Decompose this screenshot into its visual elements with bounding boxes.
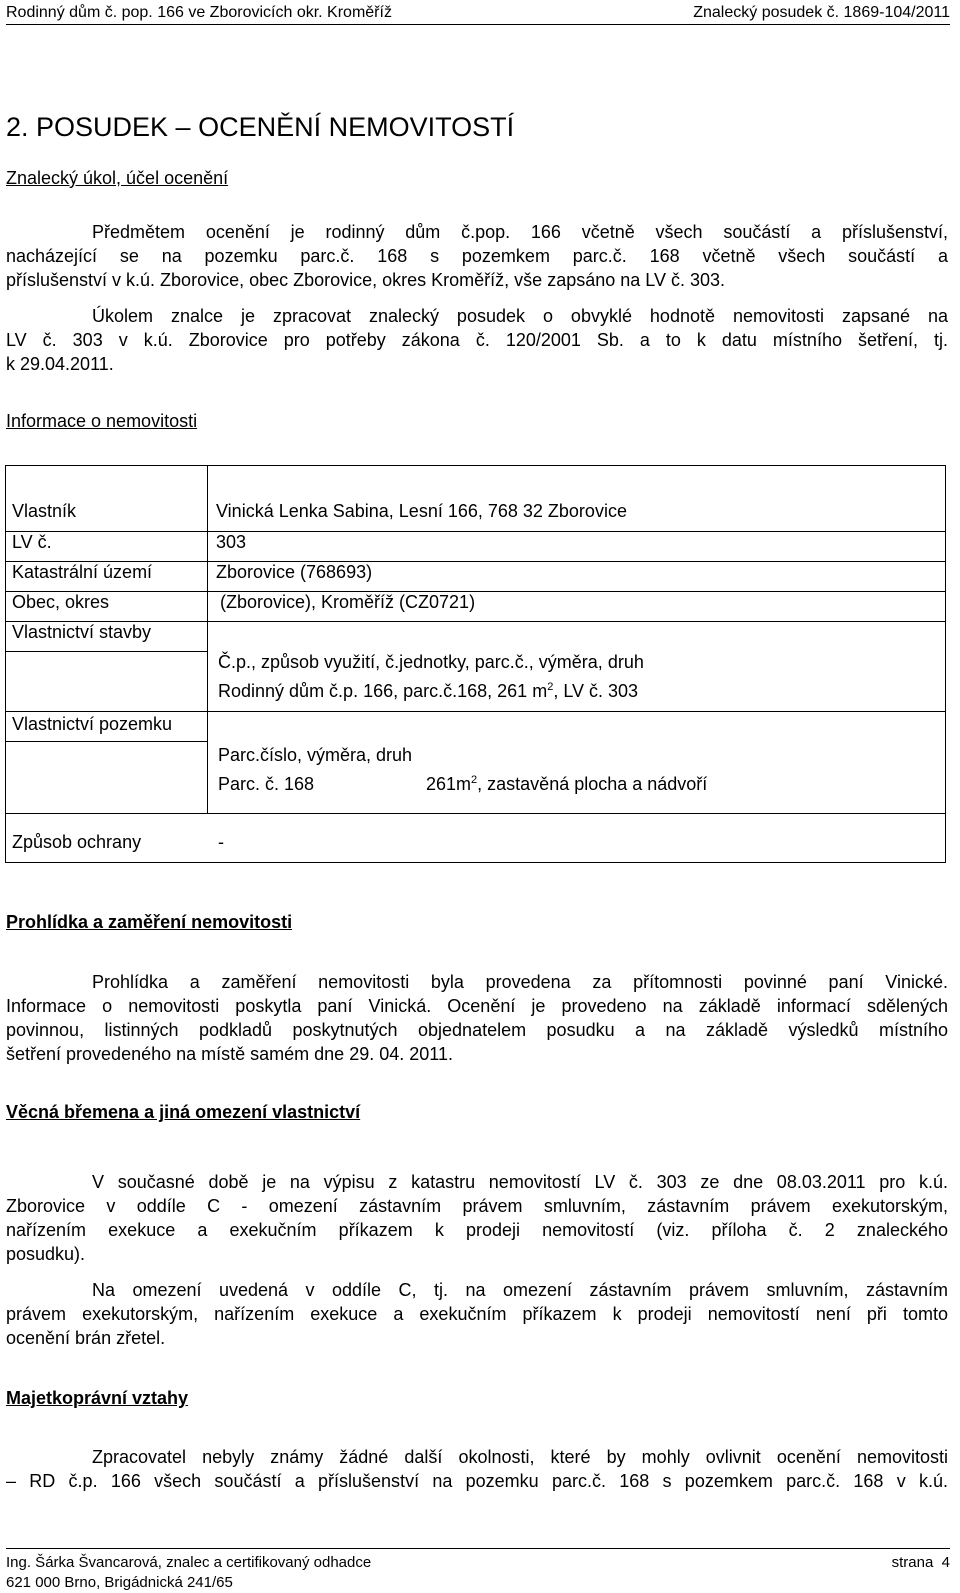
inspection-line-2: Informace o nemovitosti poskytla paní Vinická. Ocenění je provedeno na základě informací sdělených xyxy=(6,996,948,1016)
land-header: Parc.číslo, výměra, druh xyxy=(218,745,413,765)
land-value-tail: , zastavěná plocha a nádvoří xyxy=(477,774,708,794)
building-value-sup: 2 xyxy=(547,681,554,693)
task-p2-line-2: LV č. 303 v k.ú. Zborovice pro potřeby zákona č. 120/2001 Sb. a to k datu místního šetření, tj. xyxy=(6,330,948,350)
table-rule xyxy=(6,711,945,712)
municipality-label: Obec, okres xyxy=(12,592,110,612)
cadastre-value: Zborovice (768693) xyxy=(216,562,373,582)
land-value-sup: 2 xyxy=(471,774,478,786)
building-value xyxy=(218,681,638,702)
inspection-line-3: povinnou, listinných podkladů poskytnutých objednatelem posudku a na základě výsledků místního xyxy=(6,1020,948,1040)
table-rule xyxy=(6,651,207,652)
lv-value: 303 xyxy=(216,532,247,552)
task-p1-line-1: Předmětem ocenění je rodinný dům č.pop. 166 včetně všech součástí a příslušenství, xyxy=(92,222,948,242)
section-heading-burdens: Věcná břemena a jiná omezení vlastnictví xyxy=(6,1102,361,1122)
task-p1-line-2: nacházející se na pozemku parc.č. 168 s pozemkem parc.č. 168 včetně všech součástí a xyxy=(6,246,948,266)
table-rule xyxy=(6,813,945,814)
section-heading-info: Informace o nemovitosti xyxy=(6,411,198,431)
page-footer xyxy=(6,1548,950,1593)
section-heading-inspection: Prohlídka a zaměření nemovitosti xyxy=(6,912,293,932)
section-heading-task: Znalecký úkol, účel ocenění xyxy=(6,168,229,188)
task-paragraph-2 xyxy=(6,304,948,376)
table-rule xyxy=(6,531,945,532)
inspection-line-1: Prohlídka a zaměření nemovitosti byla provedena za přítomnosti povinné paní Vinické. xyxy=(92,972,948,992)
land-label: Vlastnictví pozemku xyxy=(12,714,173,734)
burdens-p2-line-2: právem exekutorským, nařízením exekuce a exekučním příkazem k prodeji nemovitostí není při tomto xyxy=(6,1304,948,1324)
footer-address: 621 000 Brno, Brigádnická 241/65 xyxy=(6,1574,233,1591)
header-left: Rodinný dům č. pop. 166 ve Zborovicích okr. Kroměříž xyxy=(6,4,392,21)
burdens-p2-line-3: ocenění brán zřetel. xyxy=(6,1328,166,1348)
page-header xyxy=(6,2,950,25)
footer-page-label: strana xyxy=(891,1554,934,1571)
page-title: 2. POSUDEK – OCENĚNÍ NEMOVITOSTÍ xyxy=(6,112,515,142)
owner-label: Vlastník xyxy=(12,501,77,521)
footer-page-number: 4 xyxy=(941,1554,950,1571)
land-value-main: 261m xyxy=(426,774,472,794)
task-paragraph-1 xyxy=(6,220,948,292)
task-p2-line-1: Úkolem znalce je zpracovat znalecký posudek o obvyklé hodnotě nemovitosti zapsané na xyxy=(92,306,948,326)
protection-label: Způsob ochrany xyxy=(12,832,142,852)
municipality-value: (Zborovice), Kroměříž (CZ0721) xyxy=(220,592,476,612)
footer-page xyxy=(892,1553,950,1573)
building-value-tail: , LV č. 303 xyxy=(553,681,639,701)
land-parcel: Parc. č. 168 xyxy=(218,774,315,794)
burdens-p2-line-1: Na omezení uvedená v oddíle C, tj. na omezení zástavním právem smluvním, zástavním xyxy=(92,1280,948,1300)
cadastre-label: Katastrální území xyxy=(12,562,153,582)
protection-value: - xyxy=(218,832,224,852)
owner-value: Vinická Lenka Sabina, Lesní 166, 768 32 Zborovice xyxy=(216,501,627,521)
burdens-paragraph-1 xyxy=(6,1170,948,1266)
footer-author: Ing. Šárka Švancarová, znalec a certifikovaný odhadce xyxy=(6,1554,372,1571)
burdens-p1-line-2: Zborovice v oddíle C - omezení zástavním právem smluvním, zástavním právem exekutorským, xyxy=(6,1196,948,1216)
inspection-paragraph xyxy=(6,970,948,1066)
task-p2-line-3: k 29.04.2011. xyxy=(6,354,114,374)
building-header: Č.p., způsob využití, č.jednotky, parc.č., výměra, druh xyxy=(218,652,644,672)
building-label: Vlastnictví stavby xyxy=(12,622,152,642)
table-column-divider xyxy=(207,466,208,813)
ownership-line-1: Zpracovatel nebyly známy žádné další okolnosti, které by mohly ovlivnit ocenění nemovitosti xyxy=(92,1447,948,1467)
ownership-line-2: – RD č.p. 166 všech součástí a příslušenství na pozemku parc.č. 168 s pozemkem parc.č. 168 v k.ú. xyxy=(6,1471,948,1491)
inspection-line-4: šetření provedeného na místě samém dne 29. 04. 2011. xyxy=(6,1044,453,1064)
lv-label: LV č. xyxy=(12,532,52,552)
land-value xyxy=(426,774,707,795)
property-info-table xyxy=(5,465,946,863)
table-rule xyxy=(6,591,945,592)
table-rule xyxy=(6,741,207,742)
task-p1-line-3: příslušenství v k.ú. Zborovice, obec Zborovice, okres Kroměříž, vše zapsáno na LV č. 303. xyxy=(6,270,725,290)
burdens-paragraph-2 xyxy=(6,1278,948,1350)
ownership-paragraph xyxy=(6,1445,948,1493)
burdens-p1-line-4: posudku). xyxy=(6,1244,86,1264)
burdens-p1-line-1: V současné době je na výpisu z katastru nemovitostí LV č. 303 ze dne 08.03.2011 pro k.ú. xyxy=(92,1172,948,1192)
header-right: Znalecký posudek č. 1869-104/2011 xyxy=(693,4,950,21)
building-value-main: Rodinný dům č.p. 166, parc.č.168, 261 m xyxy=(218,681,548,701)
burdens-p1-line-3: nařízením exekuce a exekučním příkazem k prodeji nemovitostí (viz. příloha č. 2 znaleckého xyxy=(6,1220,948,1240)
section-heading-ownership: Majetkoprávní vztahy xyxy=(6,1388,189,1408)
